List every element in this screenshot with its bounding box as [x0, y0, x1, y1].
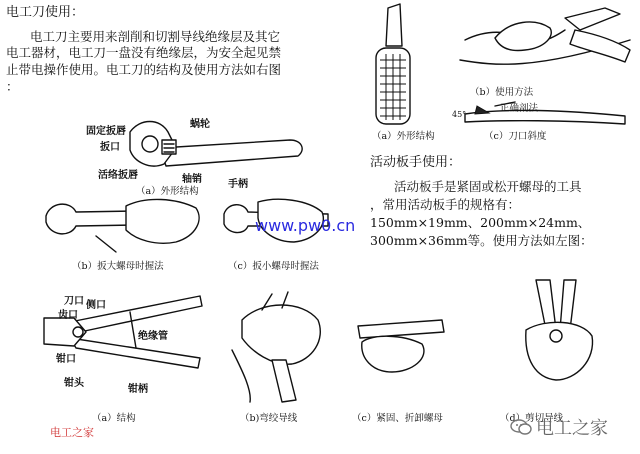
pliers-tighten-caption: （c）紧固、折卸螺母 — [352, 413, 443, 424]
footer-brand-right — [510, 414, 608, 440]
pliers-cut-caption: （d）剪切导线 — [500, 413, 564, 424]
pliers-structure-caption: （a）结构 — [92, 413, 136, 424]
label-mouth: 扳口 — [100, 142, 120, 153]
knife-para-line-1: 电工刀主要用来剖削和切割导线绝缘层及其它 — [30, 29, 281, 44]
knife-heading: 电工刀使用： — [6, 5, 85, 20]
label-moving-jaw: 活络扳唇 — [98, 170, 138, 181]
label-teeth: 齿口 — [58, 310, 78, 321]
knife-para-line-4: ： — [6, 79, 19, 94]
label-plier-handle: 钳柄 — [128, 384, 148, 395]
label-plier-head: 钳头 — [64, 378, 84, 389]
pliers-bend-caption: （b)弯绞导线 — [240, 413, 298, 424]
watermark-url: www.pw0.cn — [255, 216, 356, 235]
knife-angle-caption: （c）刀口斜度 — [484, 131, 547, 142]
label-pin: 轴销 — [182, 174, 202, 185]
wrench-para-line-1: 活动板手是紧固或松开螺母的工具 — [394, 179, 582, 194]
wrench-para-line-3: 150mm×19mm、200mm×24mm、 — [370, 215, 591, 230]
label-knife-edge: 刀口 — [64, 296, 84, 307]
wechat-icon — [510, 418, 532, 436]
label-insulation-sleeve: 绝缘管 — [138, 331, 168, 342]
adjustable-wrench-figure — [120, 110, 310, 190]
label-handle: 手柄 — [228, 179, 248, 190]
knife-usage-figure — [455, 0, 635, 90]
label-fixed-jaw: 固定扳唇 — [86, 126, 126, 137]
label-jaw: 钳口 — [56, 354, 76, 365]
label-side-cut: 侧口 — [86, 300, 106, 311]
wrench-heading: 活动板手使用： — [370, 155, 462, 170]
pliers-bend-wire-figure — [222, 290, 332, 405]
knife-structure-caption: （a）外形结构 — [372, 131, 435, 142]
footer-brand-right-text: 电工之家 — [536, 418, 608, 439]
knife-angle-value: 45° — [452, 110, 467, 119]
label-worm: 蜗轮 — [190, 119, 210, 130]
wrench-big-grip-figure — [36, 196, 206, 256]
knife-usage-caption: （b）使用方法 — [470, 87, 534, 98]
knife-angle-figure — [455, 96, 635, 130]
knife-para-line-2: 电工器材，电工刀一盘没有绝缘层，为安全起见禁 — [6, 45, 282, 60]
wrench-para-line-4: 300mm×36mm等。使用方法如左图： — [370, 233, 593, 248]
pliers-cut-wire-figure — [516, 270, 606, 400]
wrench-structure-caption: （a）外形结构 — [136, 186, 199, 197]
wrench-big-caption: （b）扳大螺母时握法 — [72, 261, 164, 272]
electric-knife-figure — [360, 0, 460, 140]
knife-para-line-3: 止带电操作使用。电工刀的结构及使用方法如右图 — [6, 62, 282, 77]
wrench-small-caption: （c）扳小螺母时握法 — [228, 261, 319, 272]
knife-correct-label: 正确剖法 — [500, 103, 539, 114]
footer-brand-left: 电工之家 — [50, 426, 94, 439]
pliers-tighten-nut-figure — [352, 306, 452, 386]
wrench-para-line-2: ，常用活动板手的规格有： — [370, 197, 521, 212]
